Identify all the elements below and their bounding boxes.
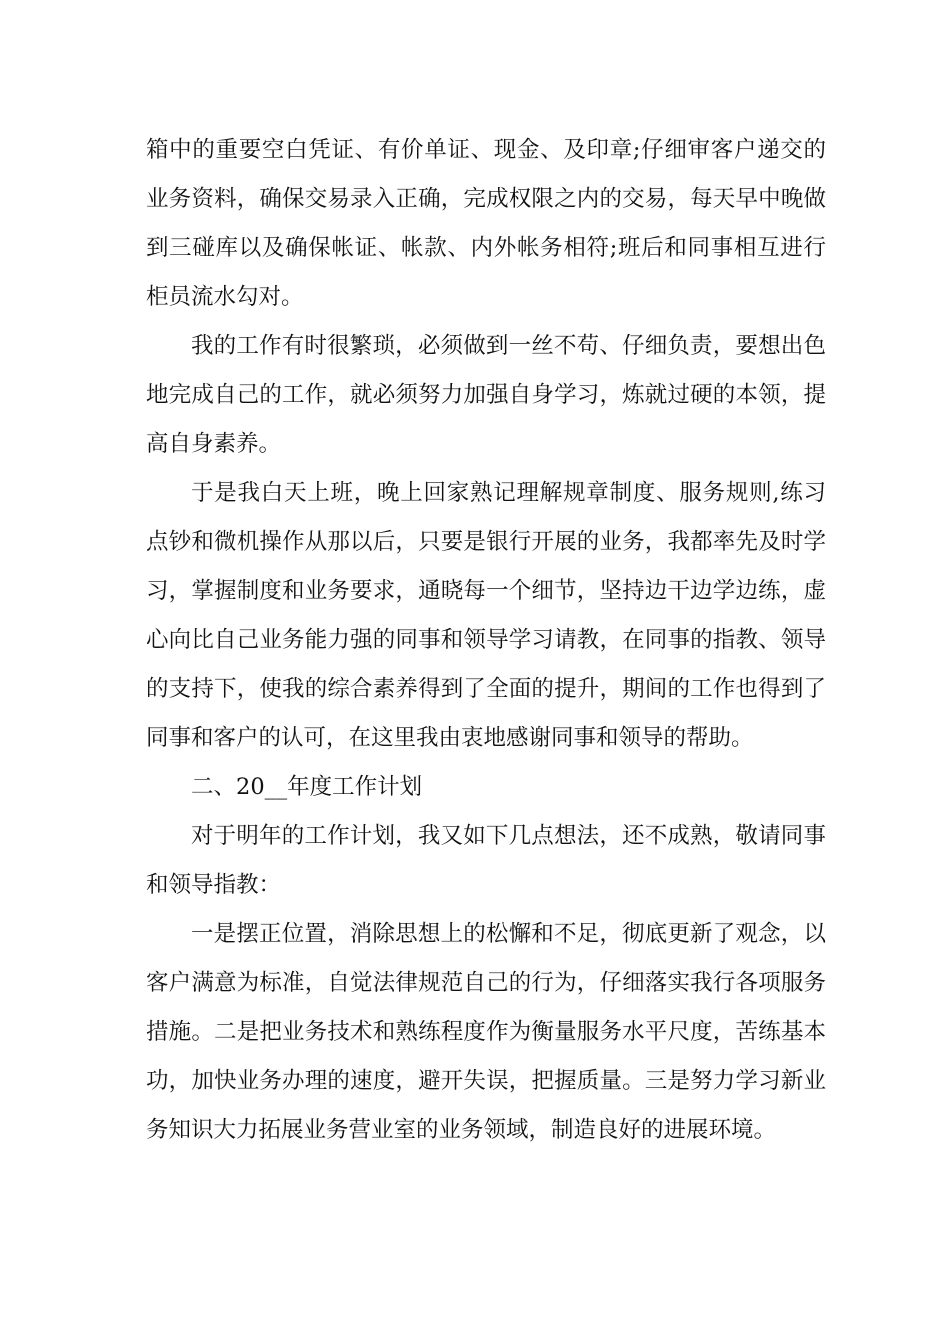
section-heading-work-plan: 二、20__年度工作计划: [191, 774, 423, 800]
paragraph-self-study: 于是我白天上班，晚上回家熟记理解规章制度、服务规则,练习点钞和微机操作从那以后，只要是银行开展的业务，我都率先及时学习，掌握制度和业务要求，通晓每一个细节，坚持边干边学边练，虚心向比自己业务能力强的同事和领导学习请教，在同事的指教、领导的支持下，使我的综合素养得到了全面的提升，期间的工作也得到了同事和客户的认可，在这里我由衷地感谢同事和领导的帮助。: [146, 480, 826, 751]
paragraph-plan-intro: 对于明年的工作计划，我又如下几点想法，还不成熟，敬请同事和领导指教：: [146, 823, 826, 898]
paragraph-plan-points: 一是摆正位置，消除思想上的松懈和不足，彻底更新了观念，以客户满意为标准，自觉法律规范自己的行为，仔细落实我行各项服务措施。二是把业务技术和熟练程度作为衡量服务水平尺度，苦练基本功，加快业务办理的速度，避开失误，把握质量。三是努力学习新业务知识大力拓展业务营业室的业务领域，制造良好的进展环境。: [146, 921, 826, 1143]
document-body: [146, 126, 826, 1155]
paragraph-continuation: 箱中的重要空白凭证、有价单证、现金、及印章;仔细审客户递交的业务资料，确保交易录入正确，完成权限之内的交易，每天早中晚做到三碰库以及确保帐证、帐款、内外帐务相符;班后和同事相互进行柜员流水勾对。: [146, 137, 826, 310]
paragraph-work-diligence: 我的工作有时很繁琐，必须做到一丝不苟、仔细负责，要想出色地完成自己的工作，就必须努力加强自身学习，炼就过硬的本领，提高自身素养。: [146, 333, 826, 457]
